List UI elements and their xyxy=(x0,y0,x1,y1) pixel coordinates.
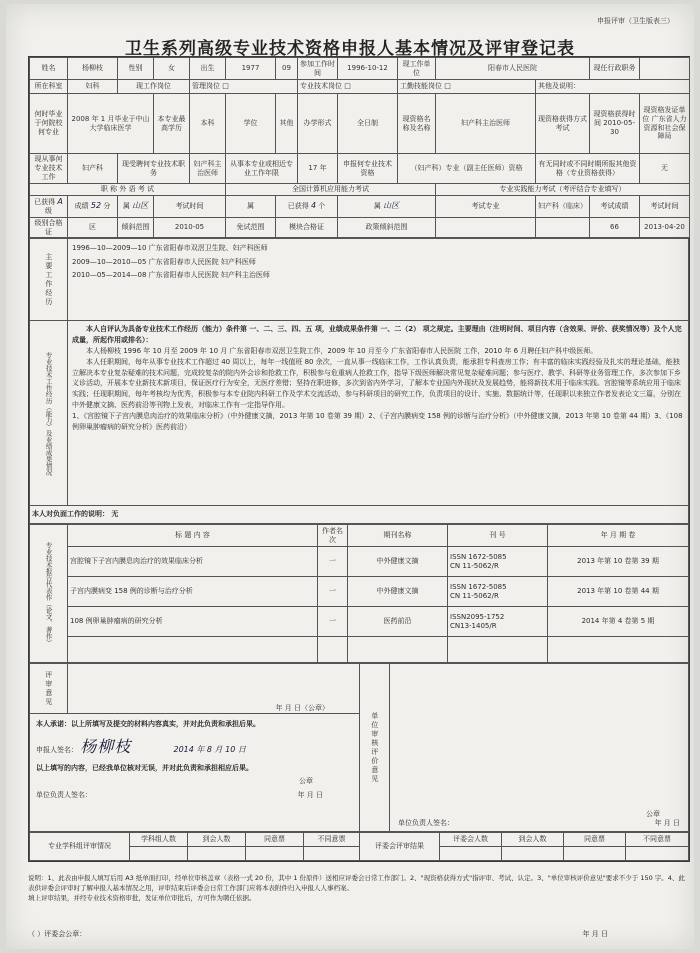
exam-time-label: 考试时间 xyxy=(154,196,226,218)
paper-journal: 中外健康文摘 xyxy=(348,547,448,577)
committee-date: 年 月 日 xyxy=(582,930,608,938)
foreign-exam-header: 职 称 外 语 考 试 xyxy=(30,184,226,196)
spec-label: 考试专业 xyxy=(436,196,536,218)
performance-content xyxy=(68,321,689,506)
apply-value: （妇产科）专业（副主任医师）资格 xyxy=(398,154,536,184)
paper-title: 宫腔镜下子宫内膜息肉治疗的效果临床分析 xyxy=(68,547,318,577)
level-pass-label: 级别合格证 xyxy=(30,217,68,238)
paper-journal: 中外健康文摘 xyxy=(348,577,448,607)
performance-p1: 本人杨柳枝 1996 年 10 月至 2009 年 10 月 广东省阳春市双滘卫生院工作，2009 年 10 月至今 广东省阳春市人民医院 工作，2010 年 6 月聘任妇产科中级医师。 xyxy=(86,346,598,355)
performance-label-cell: 专业技术工作经历（能力）及业绩成果情况 xyxy=(30,321,68,506)
dept-label: 所在科室 xyxy=(30,80,68,94)
confirm-text: 以上填写的内容，已经我单位核对无误，并对此负责和承担相应后果。 xyxy=(36,763,253,772)
papers-author-header: 作者名次 xyxy=(318,525,348,547)
qual-label: 现资格名称及名称 xyxy=(398,94,436,154)
qual-value: 妇产科主治医师 xyxy=(436,94,536,154)
exempt-value: 无 xyxy=(640,154,690,184)
admin-value xyxy=(640,58,690,80)
years-label: 从事本专业或相近专业工作年限 xyxy=(226,154,298,184)
spec-blank-2 xyxy=(536,217,590,238)
unit-value: 阳春市人民医院 xyxy=(436,58,590,80)
history-content xyxy=(68,239,689,321)
papers-table xyxy=(29,524,689,663)
committee-seal-label: （ ）评委会公章： xyxy=(28,930,87,938)
spec-score-label: 考试成绩 xyxy=(590,196,640,218)
mode-label: 办学形式 xyxy=(298,94,338,154)
vote-col: 到会人数 xyxy=(188,833,246,847)
highest-label: 本专业最高学历 xyxy=(154,94,190,154)
mod-region-cell: 属 xyxy=(226,196,276,218)
history-row: 2009—10—2010—05 广东省阳春市人民医院 妇产科医师 xyxy=(72,257,256,266)
profession-now-value: 妇产科 xyxy=(68,154,118,184)
paper-issn: ISSN 1672-5085 CN 11-5062/R xyxy=(448,547,548,577)
committee-seal-line xyxy=(28,929,688,939)
mod-region-value: 属 山区 xyxy=(338,196,436,218)
vote-col: 到会人数 xyxy=(502,833,564,847)
modules-cell: 已获得 4 个 xyxy=(276,196,338,218)
district-label: 区 xyxy=(68,217,118,238)
mode-value: 全日制 xyxy=(338,94,398,154)
work-start-label: 参加工作时间 xyxy=(298,58,338,80)
apply-label: 申报何专业技术资格 xyxy=(338,154,398,184)
table-row xyxy=(30,547,689,577)
document-page xyxy=(6,4,694,949)
exempt-label: 有无同时或不同时期所报其他资格（专业资格获得） xyxy=(536,154,640,184)
review-label-cell: 评审意见 xyxy=(30,664,68,714)
policy-label: 政策倾斜范围 xyxy=(338,217,436,238)
subject-group-label: 专业学科组评审情况 xyxy=(30,833,130,861)
birth-label: 出生 xyxy=(190,58,226,80)
vote-col: 学科组人数 xyxy=(130,833,188,847)
paper-issn: ISSN2095-1752 CN13-1405/R xyxy=(448,607,548,637)
spec-blank xyxy=(436,217,536,238)
sex-value: 女 xyxy=(154,58,190,80)
table-row-empty xyxy=(30,637,689,663)
dept-value: 妇科 xyxy=(68,80,118,94)
history-label-cell: 主要工作经历 xyxy=(30,239,68,321)
signature: 杨柳枝 xyxy=(80,736,132,756)
review-table xyxy=(29,663,689,832)
unit-review-label-cell: 单位审核评价意见 xyxy=(360,664,390,832)
sex-label: 性别 xyxy=(118,58,154,80)
paper-author: 一 xyxy=(318,547,348,577)
issuer: 现资格发证单位 广东省人力资源和社会保障局 xyxy=(640,94,690,154)
post-label: 现工作岗位 xyxy=(118,80,190,94)
footer-notes xyxy=(28,874,688,903)
paper-author: 一 xyxy=(318,607,348,637)
papers-journal-header: 期刊名称 xyxy=(348,525,448,547)
footer-note-1: 说明：1、此表由申报人填写后用 A3 纸单面打印，经单位审核盖章（表格一式 20 份，其中 1 份原件）送相应评委会日常工作部门。2、"现资格获得方式"指评审、考试、认定。3、"单位审核评价意见"要求不少于 150 字。4、此表供评委会评审时了解申报人基本情况之用，评审结束后评委会日常工作部门应将本表附件归入申报人人事档案。 xyxy=(28,874,685,892)
unit-review-content: 公章 单位负责人签名： 年 月 日 xyxy=(390,664,689,832)
paper-author: 一 xyxy=(318,577,348,607)
post-option-support: 工勤技能岗位 □ xyxy=(398,80,536,94)
work-history-table xyxy=(29,238,689,524)
paper-issue: 2013 年第 10 卷第 39 期 xyxy=(548,547,689,577)
committee-result-label: 评委会评审结果 xyxy=(360,833,440,861)
sign-date: 2014 年 8 月 10 日 xyxy=(173,744,246,754)
leader-line: 单位负责人签名： 年 月 日 xyxy=(36,790,323,799)
unit-label: 现工作单位 xyxy=(398,58,436,80)
vote-col: 不同意票 xyxy=(626,833,689,847)
computer-exam-header: 全国计算机应用能力考试 xyxy=(226,184,436,196)
school-label: 何时毕业于何院校何专业 xyxy=(30,94,68,154)
table-row xyxy=(30,577,689,607)
score-cell: 成绩 52 分 xyxy=(68,196,118,218)
papers-issn-header: 刊 号 xyxy=(448,525,548,547)
spec-score-value: 66 xyxy=(590,217,640,238)
highest-value: 本科 xyxy=(190,94,226,154)
vote-col: 不同意票 xyxy=(304,833,360,847)
paper-title: 108 例卵巢肿瘤病的研究分析 xyxy=(68,607,318,637)
admin-label: 现任行政职务 xyxy=(590,58,640,80)
degree-label: 学位 xyxy=(226,94,276,154)
post-other: 其他及说明： xyxy=(536,80,690,94)
paper-title: 子宫内膜病变 158 例的诊断与治疗分析 xyxy=(68,577,318,607)
profession-now-label: 现从事何专业技术工作 xyxy=(30,154,68,184)
hire-value: 妇产科主治医师 xyxy=(190,154,226,184)
hire-label: 现受聘何专业技术职务 xyxy=(118,154,190,184)
vote-col: 同意票 xyxy=(564,833,626,847)
form-code: 申报评审（卫生版表三） xyxy=(597,17,674,25)
performance-p3: 1、《宫腔镜下子宫内膜息肉治疗的效果临床分析》（中外健康文摘，2013 年第 10 卷第 39 期）2、《子宫内膜病变 158 例的诊断与治疗分析》（中外健康文摘，2013 年第 10 卷第 44 期）3、《108 例卵巢肿瘤病的研究分析》医药前沿） xyxy=(72,412,683,431)
qual-way: 现资格获得方式 考试 xyxy=(536,94,590,154)
exam-time-value: 2010-05 xyxy=(154,217,226,238)
papers-issue-header: 年 月 期 卷 xyxy=(548,525,689,547)
birth-year: 1977 xyxy=(226,58,276,80)
promise-block xyxy=(30,714,360,832)
qual-time: 现资格获得时间 2010-05-30 xyxy=(590,94,640,154)
paper-issn: ISSN 1672-5085 CN 11-5062/R xyxy=(448,577,548,607)
birth-month: 09 xyxy=(276,58,298,80)
papers-label-cell: 专业技术报告代表作（论文、著作） xyxy=(30,525,68,663)
basic-info-table xyxy=(29,57,690,238)
name-label: 姓名 xyxy=(30,58,68,80)
performance-p2: 本人任职期间，每年从事专业技术工作超过 40 周以上，每年一线值班 80 余次，一直从事一线临床工作，工作认真负责，能承担专科查房工作；有丰富的临床实践经验及扎实的理论基础，能独立解决本专业复杂疑难的技术问题，完成较复杂的院内外会诊和抢救工作，积极参与危重病人抢救工作，指导下级医师解决常见复杂疑难问题；参与医疗、教学、科研等业务管理工作，多次参加下乡义诊活动，开展本专业新技术新项目，保证医疗行为安全，无医疗差错；坚持在职进修，多次到省内外学习，了解本专业国内外现状及发展趋势，能将新技术用于临床实践。宫腔镜等系统应用于临床实践；任现职期间，每年考核均为优秀，积极参与本专业院内科研工作及学术交流活动，参与科研项目的研究工作，负责项目的设计、实施、数据统计等，任现职以来独立作者发表论文三篇，分别在中外健康文摘、医药前沿等刊物上发表，对临床工作有一定指导作用。 xyxy=(72,357,681,410)
promise-text: 本人承诺：以上所填写及提交的材料内容真实，并对此负责和承担后果。 xyxy=(36,720,260,729)
spec-time-value: 2013-04-20 xyxy=(640,217,690,238)
tilt-range-label: 倾斜范围 xyxy=(118,217,154,238)
table-row xyxy=(30,607,689,637)
negative-statement: 本人对负面工作的说明： 无 xyxy=(30,506,689,524)
spec-value: 妇产科（临床） xyxy=(536,196,590,218)
school-value: 2008 年 1 月毕业于中山大学临床医学 xyxy=(68,94,154,154)
region-cell: 属 山区 xyxy=(118,196,154,218)
exempt-range-label: 免试范围 xyxy=(226,217,276,238)
name-value: 杨柳枝 xyxy=(68,58,118,80)
registration-form xyxy=(28,56,690,862)
post-option-technical: 专业技术岗位 □ xyxy=(298,80,398,94)
grade-cell: 已获得 A 级 xyxy=(30,196,68,218)
performance-intro: 本人自评认为具备专业技术工作经历（能力）条件第 一、二、三、四、五 项，业绩成果条件第 一、二（2） 项之规定。主要理由（注明时间、项目内容（含效果、评价、获奖情况等）及个人完成量，所起作用或排名）： xyxy=(72,325,682,345)
work-start-value: 1996-10-12 xyxy=(338,58,398,80)
history-row: 1996—10—2009—10 广东省阳春市双滘卫生院、妇产科医师 xyxy=(72,244,268,253)
footer-note-2: 填上评审结果，并经专业技术资格审批，发证单位审批后，方可作为聘任依据。 xyxy=(28,893,256,902)
vote-col: 评委会人数 xyxy=(440,833,502,847)
paper-issue: 2013 年第 10 卷第 44 期 xyxy=(548,577,689,607)
confirm-seal: 公章 xyxy=(299,777,313,786)
vote-col: 同意票 xyxy=(246,833,304,847)
vote-table xyxy=(29,832,689,861)
spec-time-label: 考试时间 xyxy=(640,196,690,218)
papers-title-header: 标 题 内 容 xyxy=(68,525,318,547)
post-option-management: 管理岗位 □ xyxy=(190,80,298,94)
spec-exam-header: 专业实践能力考试（考评结合专业填写） xyxy=(436,184,690,196)
page-title: 卫生系列高级专业技术资格申报人基本情况及评审登记表 xyxy=(125,39,575,59)
module-pass-label: 模块合格证 xyxy=(276,217,338,238)
review-date-seal: 年 月 日（公章） xyxy=(68,664,360,714)
history-row: 2010—05—2014—08 广东省阳春市人民医院 妇产科主治医师 xyxy=(72,270,270,279)
signature-line: 申报人签名： 杨柳枝 2014 年 8 月 10 日 xyxy=(36,736,246,756)
years-value: 17 年 xyxy=(298,154,338,184)
paper-issue: 2014 年第 4 卷第 5 期 xyxy=(548,607,689,637)
degree-value: 其他 xyxy=(276,94,298,154)
paper-journal: 医药前沿 xyxy=(348,607,448,637)
